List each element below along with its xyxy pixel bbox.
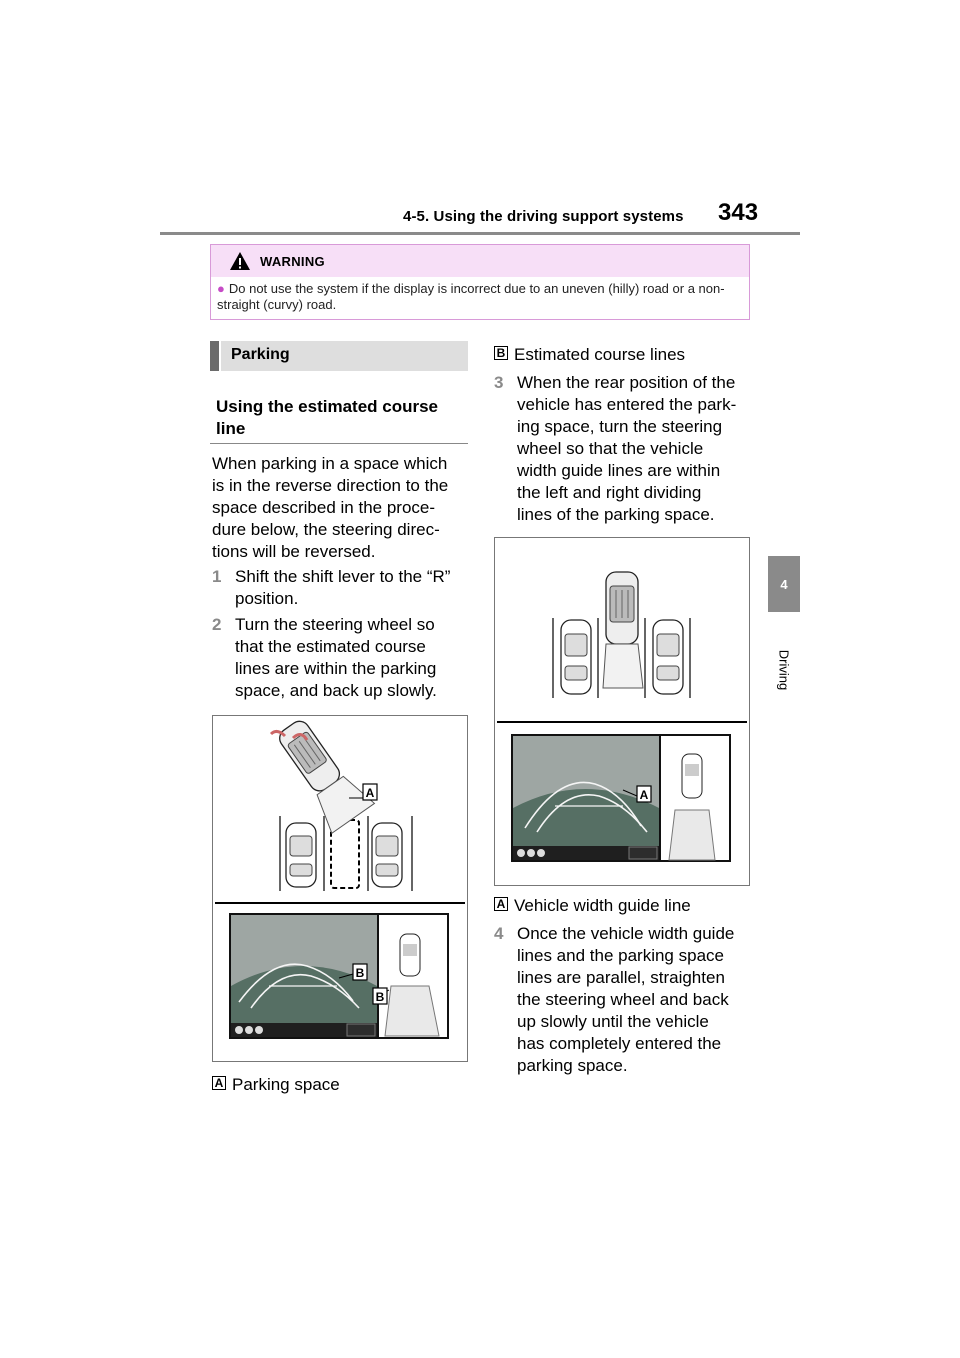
legend-text: Parking space — [232, 1075, 340, 1094]
bullet-icon: ● — [217, 281, 225, 296]
figure-parking-course-lines — [212, 715, 468, 1062]
callout-b: B — [355, 966, 365, 980]
parked-car-right — [653, 620, 683, 694]
subsection-divider — [210, 443, 468, 444]
warning-item: ● Do not use the system if the display is incorrect due to an uneven (hilly) road or a non-straight (curvy) road. — [217, 281, 725, 312]
step-1 — [212, 566, 472, 610]
warning-box — [210, 244, 750, 320]
section-heading — [210, 341, 468, 371]
step-number: 3 — [494, 373, 504, 392]
header-divider — [160, 232, 800, 235]
section-title: Parking — [231, 346, 290, 363]
step-number: 1 — [212, 567, 222, 586]
step-text: Shift the shift lever to the “R” position. — [235, 567, 451, 608]
warning-title: WARNING — [260, 254, 325, 269]
callout-a: A — [365, 786, 375, 800]
step-text: When the rear position of the vehicle has entered the park- ing space, turn the steering wheel so that the vehicle width guide lines are within the left and right dividing lines of the parking space. — [517, 373, 737, 524]
step-3 — [494, 372, 754, 532]
parking-diagram — [495, 538, 749, 885]
legend-text: Vehicle width guide line — [514, 896, 691, 915]
step-text: Turn the steering wheel so that the estimated course lines are within the parking space, and back up slowly. — [235, 615, 437, 700]
legend-text: Estimated course lines — [514, 345, 686, 364]
legend-letter: B — [494, 346, 508, 360]
section-header-title: 4-5. Using the driving support systems — [403, 208, 684, 225]
parked-car-right — [372, 823, 402, 887]
callout-a: A — [639, 788, 649, 802]
step-2 — [212, 614, 472, 704]
parked-car-left — [561, 620, 591, 694]
subsection-title: Using the estimated course line — [216, 397, 439, 438]
legend-letter: A — [494, 897, 508, 911]
step-number: 4 — [494, 924, 504, 943]
chapter-tab-label: Driving — [776, 649, 792, 691]
parked-car-left — [286, 823, 316, 887]
legend-letter: A — [212, 1076, 226, 1090]
warning-icon — [229, 251, 251, 271]
step-text: Once the vehicle width guide lines and the parking space lines are parallel, straighten the steering wheel and back up slowly until the vehicle has completely entered the parking space. — [517, 924, 735, 1075]
reversing-car — [603, 572, 643, 688]
figure-vehicle-width-guide — [494, 537, 750, 886]
step-4 — [494, 923, 754, 1083]
warning-header — [211, 245, 749, 277]
page-number: 343 — [718, 199, 759, 226]
chapter-tab-number: 4 — [768, 556, 800, 612]
parking-diagram — [213, 716, 467, 1061]
intro-paragraph: When parking in a space which is in the reverse direction to the space described in the proce- dure below, the steering direc- tions will be reversed. — [212, 454, 449, 561]
step-number: 2 — [212, 615, 222, 634]
callout-b: B — [375, 990, 385, 1004]
